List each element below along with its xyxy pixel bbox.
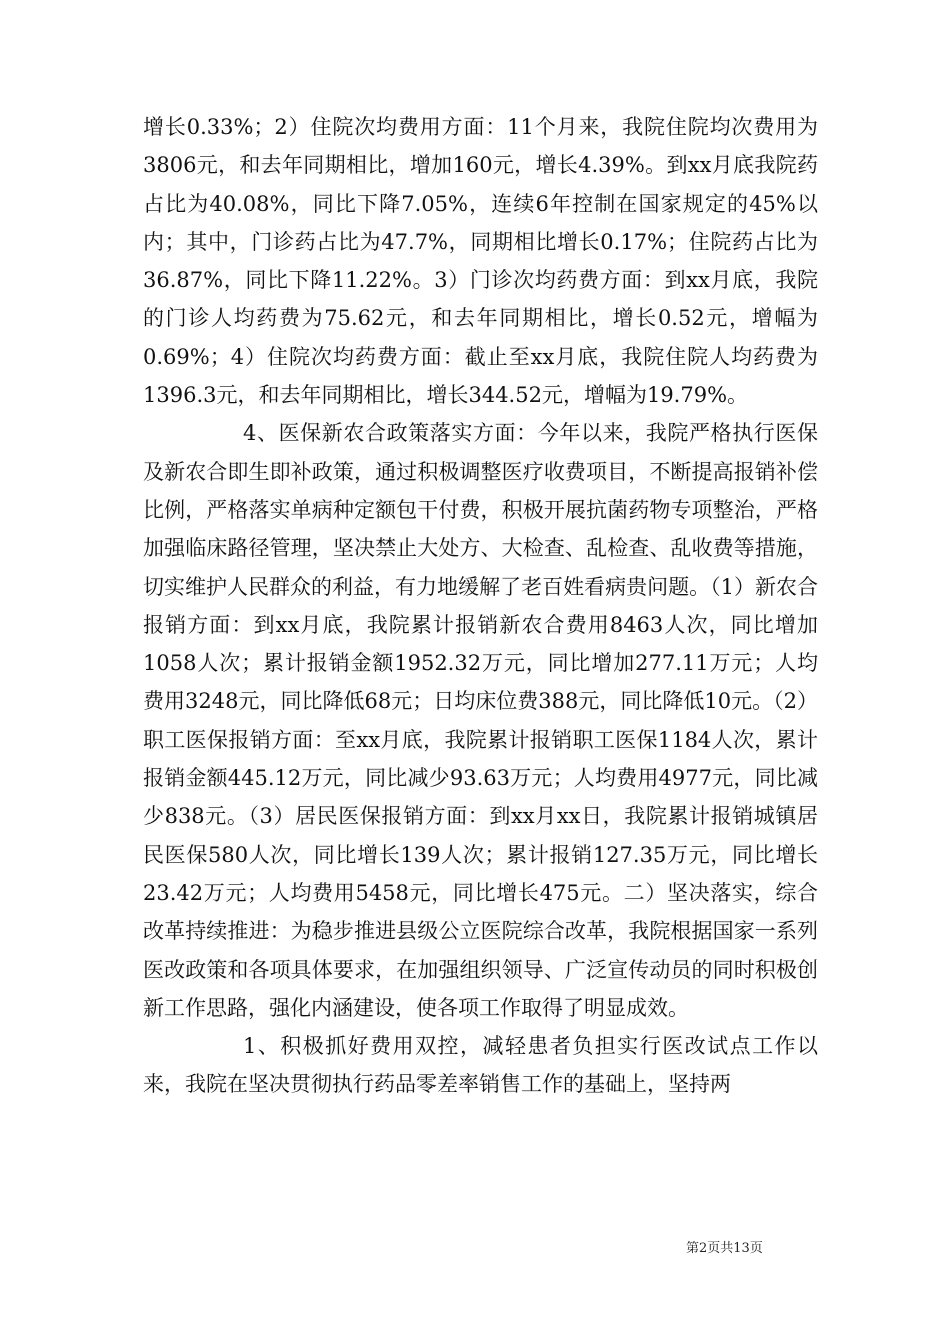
paragraph-cost-control: 1、积极抓好费用双控，减轻患者负担实行医改试点工作以来，我院在坚决贯彻执行药品零差率销售工作的基础上，坚持两 <box>143 1034 818 1097</box>
paragraph-insurance-policy: 4、医保新农合政策落实方面：今年以来，我院严格执行医保及新农合即生即补政策，通过积极调整医疗收费项目，不断提高报销补偿比例，严格落实单病种定额包干付费，积极开展抗菌药物专项整治，严格加强临床路径管理，坚决禁止大处方、大检查、乱检查、乱收费等措施，切实维护人民群众的利益，有力地缓解了老百姓看病贵问题。（1）新农合报销方面：到xx月底，我院累计报销新农合费用8463人次，同比增加1058人次；累计报销金额1952.32万元，同比增加277.11万元；人均费用3248元，同比降低68元；日均床位费388元，同比降低10元。（2）职工医保报销方面：至xx月底，我院累计报销职工医保1184人次，累计报销金额445.12万元，同比减少93.63万元；人均费用4977元，同比减少838元。（3）居民医保报销方面：到xx月xx日，我院累计报销城镇居民医保580人次，同比增长139人次；累计报销127.35万元，同比增长23.42万元；人均费用5458元，同比增长475元。二）坚决落实，综合改革持续推进：为稳步推进县级公立医院综合改革，我院根据国家一系列医改政策和各项具体要求，在加强组织领导、广泛宣传动员的同时积极创新工作思路，强化内涵建设，使各项工作取得了明显成效。 <box>143 421 818 1020</box>
document-body <box>143 108 818 1104</box>
page-number-footer: 第2页共13页 <box>686 1241 763 1256</box>
paragraph-cost-statistics: 增长0.33%；2）住院次均费用方面：11个月来，我院住院均次费用为3806元，和去年同期相比，增加160元，增长4.39%。到xx月底我院药占比为40.08%，同比下降7.05%，连续6年控制在国家规定的45%以内；其中，门诊药占比为47.7%，同期相比增长0.17%；住院药占比为36.87%，同比下降11.22%。3）门诊次均药费方面：到xx月底，我院的门诊人均药费为75.62元，和去年同期相比，增长0.52元，增幅为0.69%；4）住院次均药费方面：截止至xx月底，我院住院人均药费为1396.3元，和去年同期相比，增长344.52元，增幅为19.79%。 <box>143 115 818 408</box>
